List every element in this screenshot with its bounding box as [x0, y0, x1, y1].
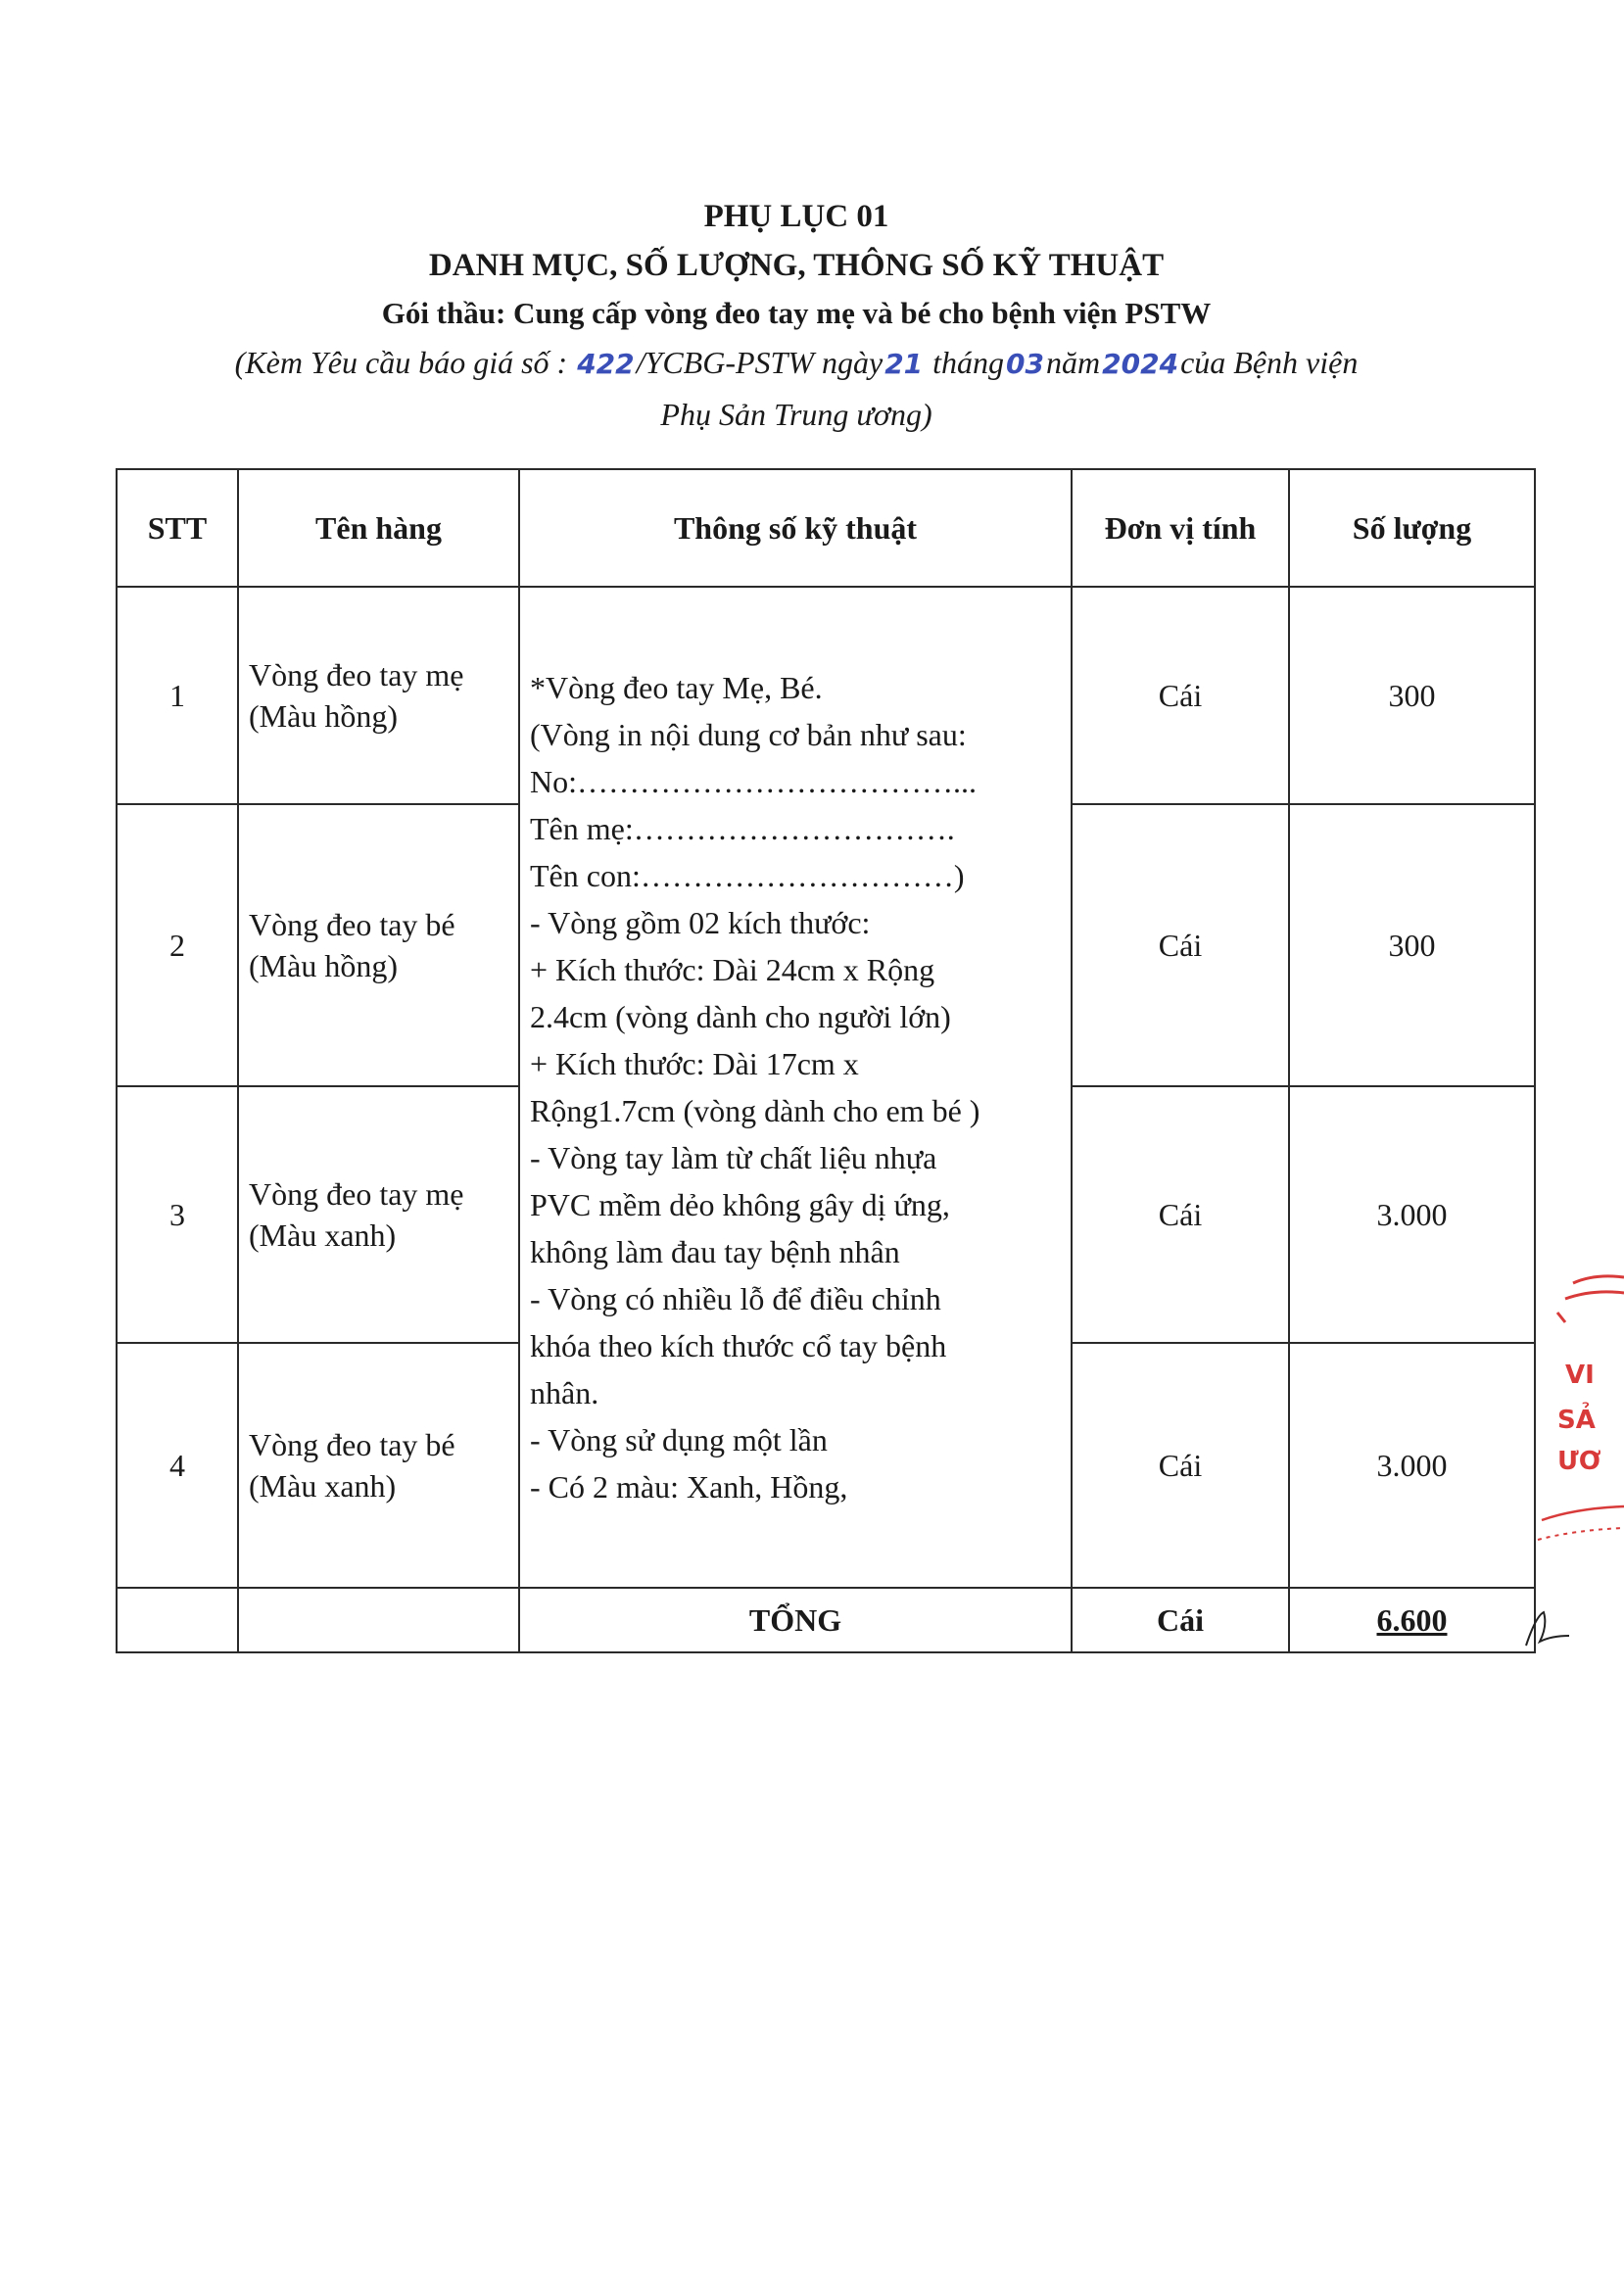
spec-line: Tên con:…………………………) — [530, 858, 965, 893]
reference-prefix: (Kèm Yêu cầu báo giá số : — [234, 345, 568, 380]
signature-mark — [1518, 1606, 1577, 1655]
spec-line: - Vòng sử dụng một lần — [530, 1422, 828, 1457]
row-name-line: Vòng đeo tay bé — [249, 1427, 455, 1462]
header-qty: Số lượng — [1289, 469, 1535, 587]
spec-description — [519, 587, 1072, 1588]
request-number: 422 — [577, 348, 635, 380]
header-name: Tên hàng — [238, 469, 519, 587]
spec-line: khóa theo kích thước cổ tay bệnh — [530, 1328, 947, 1363]
month-label: tháng — [932, 345, 1005, 380]
row-name-line: Vòng đeo tay mẹ — [249, 657, 464, 692]
spec-line: - Vòng tay làm từ chất liệu nhựa — [530, 1140, 937, 1175]
total-qty — [1289, 1588, 1535, 1652]
spec-line: No:………………………………... — [530, 764, 977, 799]
row-stt: 3 — [117, 1086, 238, 1343]
row-name — [238, 587, 519, 804]
request-month: 03 — [1006, 348, 1045, 380]
total-unit: Cái — [1072, 1588, 1289, 1652]
appendix-title: PHỤ LỤC 01 — [703, 199, 889, 234]
stamp-text-1: VI — [1565, 1361, 1595, 1390]
spec-line: - Vòng gồm 02 kích thước: — [530, 905, 871, 940]
red-stamp-fragment — [1536, 1264, 1624, 1557]
total-row — [117, 1588, 1535, 1652]
row-qty: 3.000 — [1289, 1086, 1535, 1343]
header-unit: Đơn vị tính — [1072, 469, 1289, 587]
spec-line: + Kích thước: Dài 17cm x — [530, 1046, 859, 1081]
document-title: DANH MỤC, SỐ LƯỢNG, THÔNG SỐ KỸ THUẬT — [428, 248, 1165, 283]
spec-line: - Vòng có nhiều lỗ để điều chỉnh — [530, 1281, 941, 1316]
header-stt: STT — [117, 469, 238, 587]
spec-line: - Có 2 màu: Xanh, Hồng, — [530, 1469, 848, 1504]
stamp-text-2: SẢ — [1557, 1406, 1596, 1435]
row-unit: Cái — [1072, 1343, 1289, 1588]
total-stt-empty — [117, 1588, 238, 1652]
row-unit: Cái — [1072, 587, 1289, 804]
specification-table — [116, 468, 1536, 1653]
document-header — [0, 192, 1593, 439]
row-qty: 3.000 — [1289, 1343, 1535, 1588]
row-name-line: Vòng đeo tay bé — [249, 907, 455, 942]
row-name-line: Vòng đeo tay mẹ — [249, 1176, 464, 1212]
reference-code: /YCBG-PSTW ngày — [636, 345, 884, 380]
row-stt: 2 — [117, 804, 238, 1086]
row-name — [238, 1086, 519, 1343]
total-name-empty — [238, 1588, 519, 1652]
spec-line: Tên mẹ:…………………………. — [530, 811, 955, 846]
spec-line: nhân. — [530, 1375, 599, 1410]
year-label: năm — [1046, 345, 1101, 380]
spec-line: Rộng1.7cm (vòng dành cho em bé ) — [530, 1093, 980, 1128]
spec-line: 2.4cm (vòng dành cho người lớn) — [530, 999, 951, 1034]
row-name-color: (Màu xanh) — [249, 1218, 397, 1253]
spec-line: *Vòng đeo tay Mẹ, Bé. — [530, 670, 823, 705]
row-stt: 4 — [117, 1343, 238, 1588]
row-name-color: (Màu hồng) — [249, 698, 398, 734]
spec-line: + Kích thước: Dài 24cm x Rộng — [530, 952, 935, 987]
row-unit: Cái — [1072, 1086, 1289, 1343]
hospital-prefix: của Bệnh viện — [1180, 345, 1359, 380]
request-day: 21 — [884, 348, 924, 380]
spec-line: (Vòng in nội dung cơ bản như sau: — [530, 717, 967, 752]
row-name-color: (Màu hồng) — [249, 948, 398, 983]
spec-line: PVC mềm dẻo không gây dị ứng, — [530, 1187, 950, 1222]
table-row — [117, 587, 1535, 804]
hospital-name: Phụ Sản Trung ương) — [660, 397, 932, 432]
row-name — [238, 1343, 519, 1588]
row-name-color: (Màu xanh) — [249, 1468, 397, 1504]
row-qty: 300 — [1289, 587, 1535, 804]
request-year: 2024 — [1102, 348, 1179, 380]
row-stt: 1 — [117, 587, 238, 804]
reference-line — [0, 337, 1593, 390]
table-header-row — [117, 469, 1535, 587]
row-unit: Cái — [1072, 804, 1289, 1086]
stamp-text-3: ƯƠ — [1557, 1447, 1601, 1476]
row-name — [238, 804, 519, 1086]
total-label: TỔNG — [519, 1588, 1072, 1652]
package-title: Gói thầu: Cung cấp vòng đeo tay mẹ và bé cho bệnh viện PSTW — [381, 296, 1212, 330]
total-qty-value: 6.600 — [1376, 1601, 1448, 1638]
row-qty: 300 — [1289, 804, 1535, 1086]
spec-line: không làm đau tay bệnh nhân — [530, 1234, 900, 1269]
header-spec: Thông số kỹ thuật — [519, 469, 1072, 587]
